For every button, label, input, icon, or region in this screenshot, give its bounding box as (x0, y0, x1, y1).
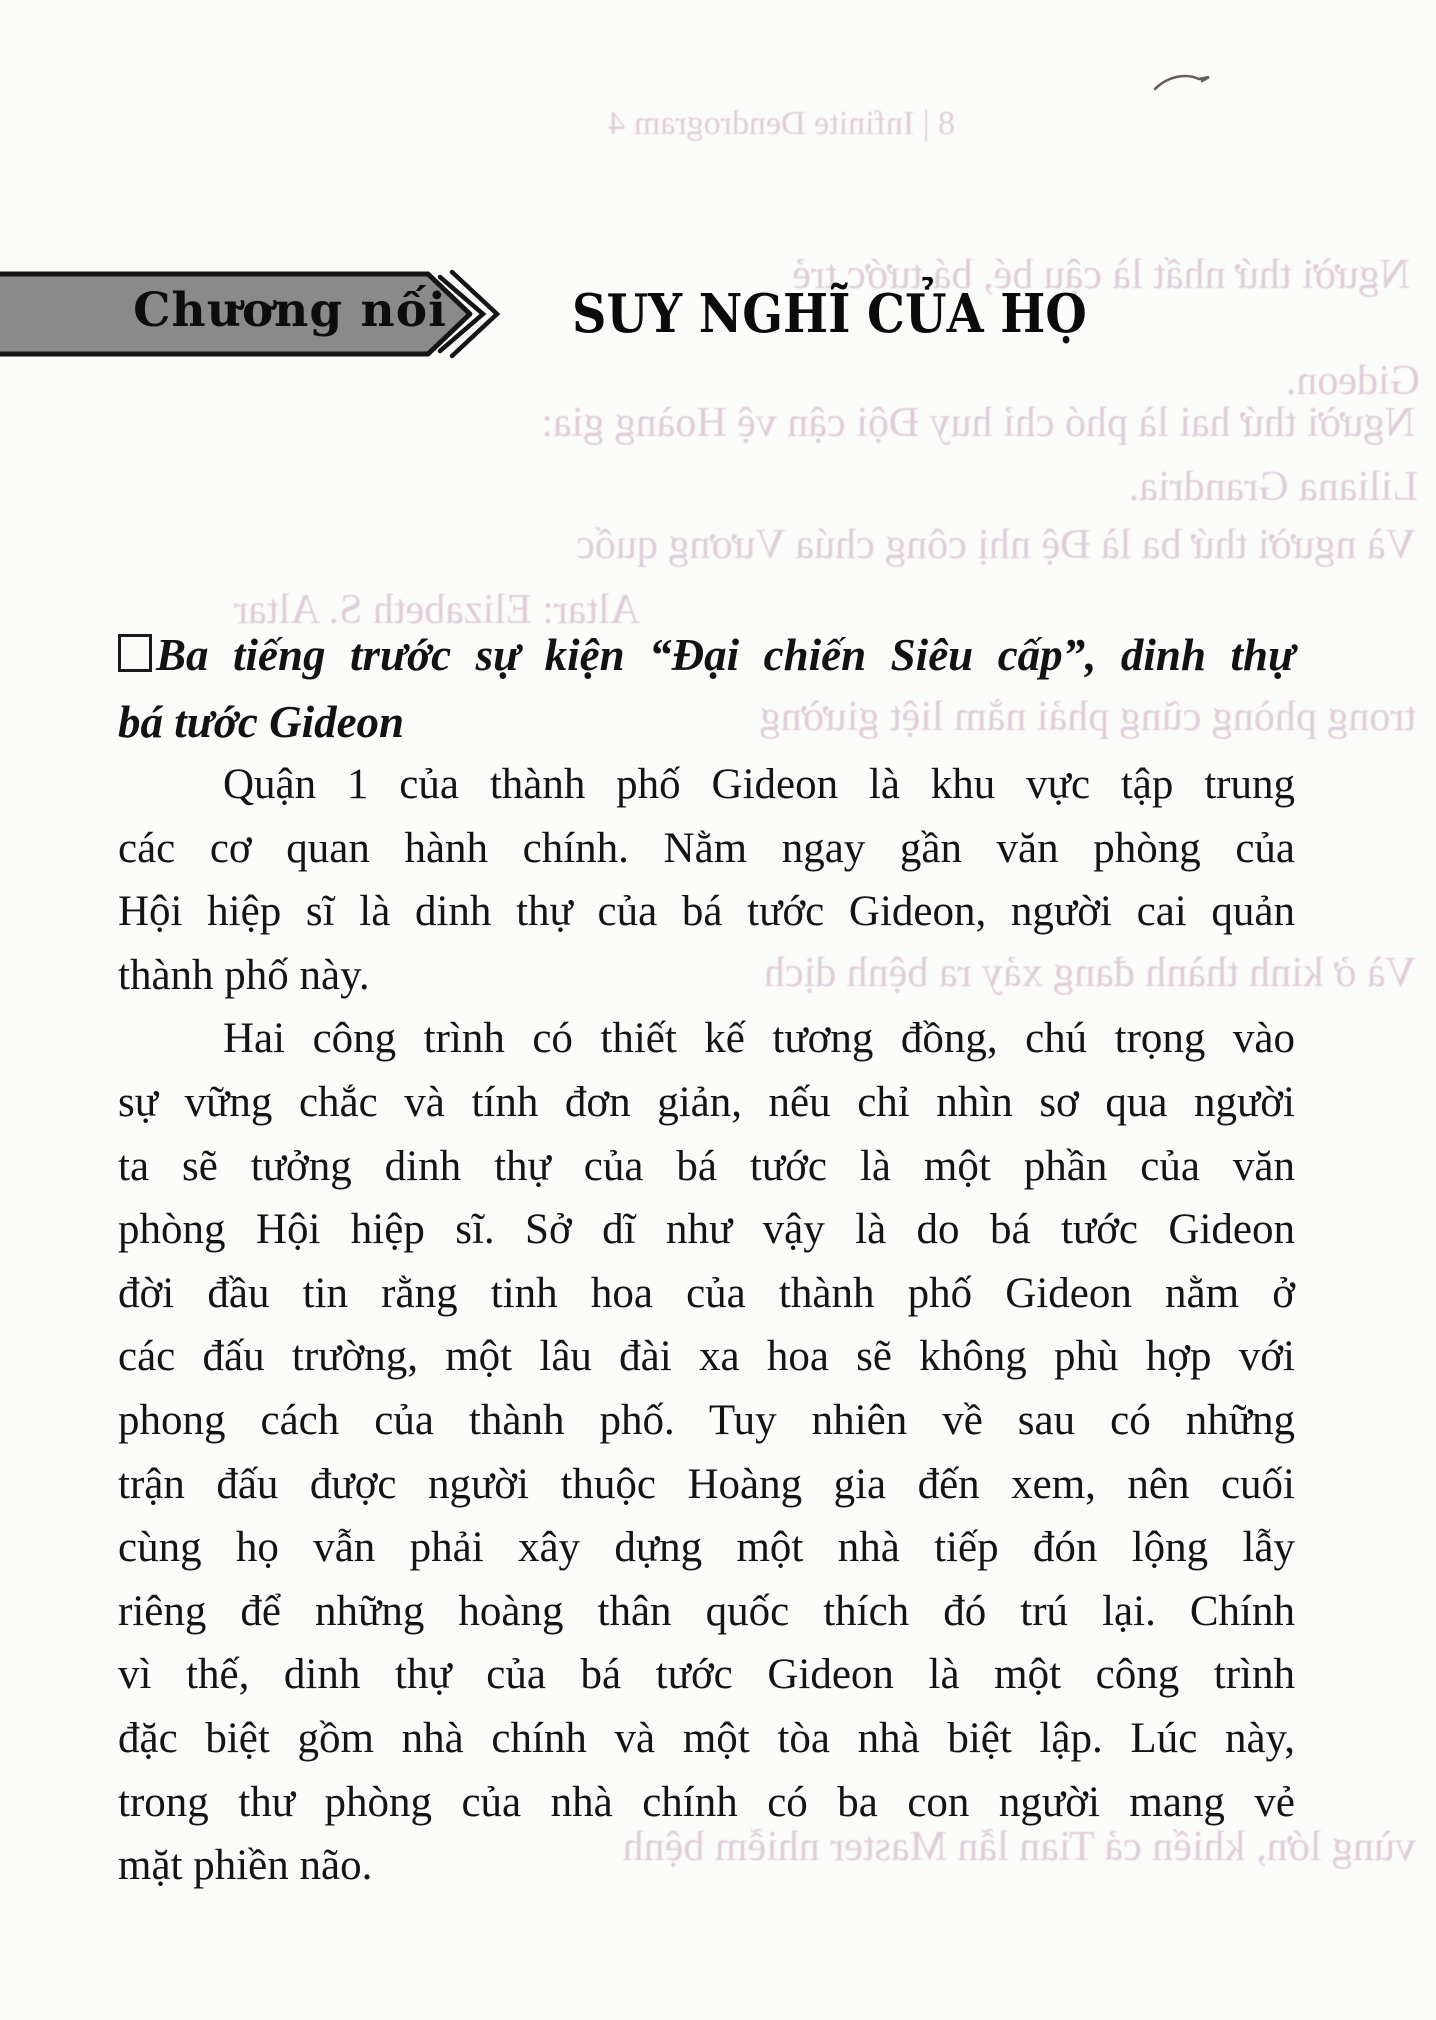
body-line: cùng họ vẫn phải xây dựng một nhà tiếp đón lộng lẫy (118, 1524, 1295, 1572)
body-text (118, 753, 1295, 1898)
body-line: các đấu trường, một lâu đài xa hoa sẽ không phù hợp với (118, 1333, 1295, 1381)
chapter-banner-label: Chương nối (133, 283, 447, 338)
body-line: Hội hiệp sĩ là dinh thự của bá tước Gideon, người cai quản (118, 888, 1295, 936)
body-line: phong cách của thành phố. Tuy nhiên về sau có những (118, 1396, 1295, 1444)
bleed-through-text: Người thứ hai là phó chỉ huy Đội cận vệ Hoàng gia: (541, 400, 1415, 446)
body-line: đặc biệt gồm nhà chính và một tòa nhà biệt lập. Lúc này, (118, 1714, 1295, 1762)
bleed-through-text: trong phòng cũng phải nằm liệt giường (759, 694, 1416, 740)
page-title: SUY NGHĨ CỦA HỌ (572, 283, 1087, 345)
section-heading-line1-text: Ba tiếng trước sự kiện “Đại chiến Siêu cấp”, dinh thự (156, 630, 1295, 680)
bleed-through-text: Người thứ nhất là cậu bé, bá tước trẻ (792, 252, 1410, 298)
body-line: các cơ quan hành chính. Nằm ngay gần văn phòng của (118, 824, 1295, 872)
body-line: vì thế, dinh thự của bá tước Gideon là một công trình (118, 1651, 1295, 1699)
body-line: Quận 1 của thành phố Gideon là khu vực tập trung (223, 761, 1295, 808)
bleed-through-text: Altar: Elizabeth S. Altar (234, 587, 640, 633)
body-line: mặt phiền não. (118, 1842, 373, 1890)
section-heading-line1 (118, 622, 1295, 689)
bleed-through-text: 8 | Infinite Dendrogram 4 (608, 105, 955, 142)
body-line: trong thư phòng của nhà chính có ba con người mang vẻ (118, 1778, 1295, 1826)
bleed-through-text: Và ở kinh thành đang xảy ra bệnh dịch (763, 950, 1416, 996)
section-heading-line2: bá tước Gideon (118, 697, 405, 747)
bleed-through-text: vùng lớn, khiến cả Tian lẫn Master nhiễm bệnh (622, 1824, 1416, 1870)
body-line: Hai công trình có thiết kế tương đồng, chú trọng vào (223, 1015, 1295, 1063)
section-heading (118, 622, 1295, 756)
bleed-through-text: Gideon. (1285, 358, 1420, 404)
body-line: ta sẽ tưởng dinh thự của bá tước là một phần của văn (118, 1142, 1295, 1190)
body-line: đời đầu tin rằng tinh hoa của thành phố Gideon nằm ở (118, 1269, 1295, 1317)
pen-mark-artifact (1152, 68, 1214, 98)
square-bullet-icon (118, 634, 152, 672)
body-line: thành phố này. (118, 951, 370, 999)
bleed-through-text: Và người thứ ba là Đệ nhị công chúa Vương quốc (576, 522, 1416, 568)
body-line: sự vững chắc và tính đơn giản, nếu chỉ nhìn sơ qua người (118, 1078, 1295, 1126)
bleed-through-text: Liliana Grandria. (1128, 464, 1418, 510)
body-line: phòng Hội hiệp sĩ. Sở dĩ như vậy là do bá tước Gideon (118, 1206, 1295, 1254)
body-line: trận đấu được người thuộc Hoàng gia đến xem, nên cuối (118, 1460, 1295, 1508)
body-line: riêng để những hoàng thân quốc thích đó trú lại. Chính (118, 1587, 1295, 1635)
